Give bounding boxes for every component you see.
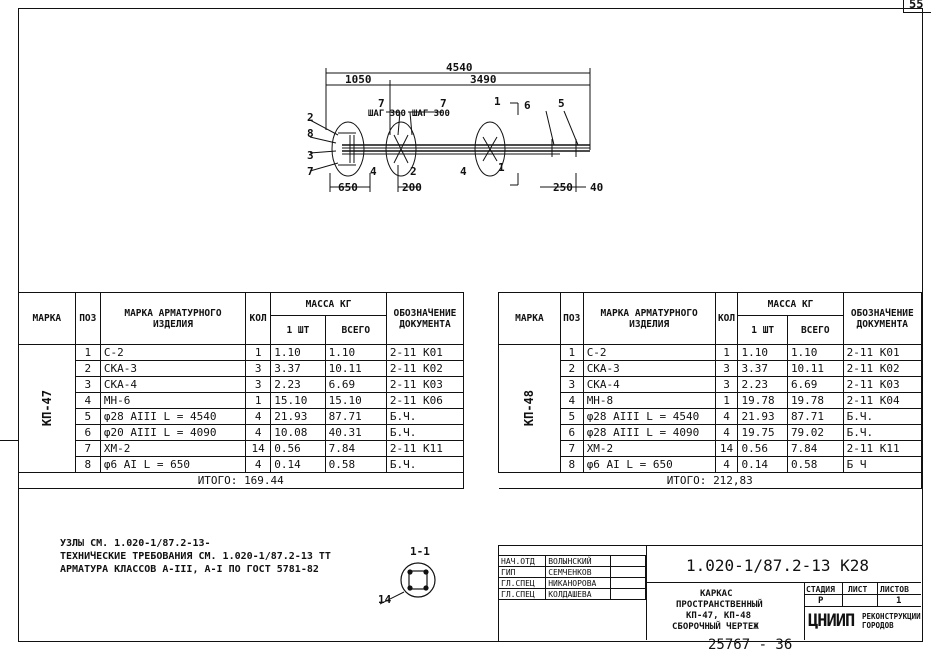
cell-name: φ6 АI L = 650 bbox=[100, 457, 245, 473]
bottom-stamp: 25767 - 36 bbox=[708, 637, 793, 653]
signature-name: НИКАНОРОВА bbox=[546, 578, 611, 589]
cell-sht: 10.08 bbox=[271, 425, 325, 441]
hdr-marka-izd: МАРКА АРМАТУРНОГО ИЗДЕЛИЯ bbox=[100, 293, 245, 345]
dim-step1-label: ШАГ 300 bbox=[368, 109, 406, 119]
hdr-oboz: ОБОЗНАЧЕНИЕ ДОКУМЕНТА bbox=[843, 293, 921, 345]
cell-name: С-2 bbox=[583, 345, 715, 361]
page-number: 55 bbox=[909, 0, 924, 11]
dim-200: 200 bbox=[402, 181, 422, 194]
note-3: АРМАТУРА КЛАССОВ А-III, А-I ПО ГОСТ 5781-82 bbox=[60, 564, 319, 575]
cell-vsego: 6.69 bbox=[325, 377, 386, 393]
hdr-kol: КОЛ bbox=[715, 293, 738, 345]
cell-vsego: 87.71 bbox=[325, 409, 386, 425]
cell-sht: 21.93 bbox=[271, 409, 325, 425]
table-row bbox=[19, 425, 464, 441]
cell-poz: 1 bbox=[560, 345, 583, 361]
hdr-marka: МАРКА bbox=[19, 293, 76, 345]
table-row bbox=[19, 441, 464, 457]
cell-name: СКА-3 bbox=[100, 361, 245, 377]
cell-poz: 7 bbox=[75, 441, 100, 457]
signature-sign bbox=[611, 578, 646, 589]
section-callout: 14 bbox=[378, 593, 392, 606]
cell-name: φ28 АIII L = 4540 bbox=[583, 409, 715, 425]
cell-name: φ20 АIII L = 4090 bbox=[100, 425, 245, 441]
hdr-massa: МАССА КГ bbox=[271, 293, 387, 316]
hdr-vsego: ВСЕГО bbox=[325, 316, 386, 345]
table-row bbox=[19, 361, 464, 377]
hdr-vsego: ВСЕГО bbox=[787, 316, 843, 345]
cell-poz: 6 bbox=[75, 425, 100, 441]
dim-250: 250 bbox=[553, 181, 573, 194]
cell-name: ХМ-2 bbox=[100, 441, 245, 457]
cell-doc: 2-11 К11 bbox=[386, 441, 463, 457]
cell-poz: 6 bbox=[560, 425, 583, 441]
signature-name: КОЛДАШЕВА bbox=[546, 589, 611, 600]
signature-row bbox=[499, 589, 646, 600]
cell-kol: 4 bbox=[715, 425, 738, 441]
cell-sht: 0.14 bbox=[271, 457, 325, 473]
cell-doc: 2-11 К02 bbox=[843, 361, 921, 377]
section-mark-bottom: 1 bbox=[498, 161, 505, 174]
hdr-sht: 1 ШТ bbox=[738, 316, 787, 345]
cell-sht: 0.56 bbox=[271, 441, 325, 457]
callout-2b: 2 bbox=[410, 165, 417, 178]
dim-step2-label: ШАГ 300 bbox=[412, 109, 450, 119]
hdr-massa: МАССА КГ bbox=[738, 293, 843, 316]
cell-kol: 3 bbox=[246, 361, 271, 377]
cell-vsego: 1.10 bbox=[787, 345, 843, 361]
cell-sht: 1.10 bbox=[271, 345, 325, 361]
cell-poz: 5 bbox=[560, 409, 583, 425]
cell-vsego: 1.10 bbox=[325, 345, 386, 361]
cell-sht: 0.56 bbox=[738, 441, 787, 457]
hdr-marka-izd: МАРКА АРМАТУРНОГО ИЗДЕЛИЯ bbox=[583, 293, 715, 345]
callout-5: 5 bbox=[558, 97, 565, 110]
cell-sht: 0.14 bbox=[738, 457, 787, 473]
sheets-value: 1 bbox=[896, 596, 902, 606]
cell-vsego: 7.84 bbox=[325, 441, 386, 457]
total-value: 169.44 bbox=[244, 474, 284, 487]
callout-3: 3 bbox=[307, 149, 314, 162]
signatures-table bbox=[498, 555, 646, 600]
total-label: ИТОГО: bbox=[666, 474, 707, 487]
cell-poz: 2 bbox=[560, 361, 583, 377]
cell-poz: 3 bbox=[560, 377, 583, 393]
title-line-4: СБОРОЧНЫЙ ЧЕРТЕЖ bbox=[672, 622, 759, 632]
total-label: ИТОГО: bbox=[197, 474, 238, 487]
product-mark bbox=[19, 345, 76, 473]
cell-kol: 3 bbox=[715, 377, 738, 393]
cell-doc: Б.Ч. bbox=[843, 425, 921, 441]
table-row bbox=[499, 361, 922, 377]
table-row bbox=[499, 441, 922, 457]
cell-name: СКА-4 bbox=[100, 377, 245, 393]
signature-name: СЕМЧЕНКОВ bbox=[546, 567, 611, 578]
section-mark-top: 1 bbox=[494, 95, 501, 108]
cell-vsego: 15.10 bbox=[325, 393, 386, 409]
cell-doc: Б Ч bbox=[843, 457, 921, 473]
cell-name: МН-8 bbox=[583, 393, 715, 409]
cell-vsego: 10.11 bbox=[325, 361, 386, 377]
cell-name: φ28 АIII L = 4090 bbox=[583, 425, 715, 441]
cell-sht: 3.37 bbox=[271, 361, 325, 377]
callout-4b: 4 bbox=[460, 165, 467, 178]
table-row bbox=[19, 377, 464, 393]
assembly-drawing bbox=[290, 55, 630, 200]
spec-table-kp48 bbox=[498, 292, 922, 489]
cell-kol: 1 bbox=[715, 393, 738, 409]
cell-doc: 2-11 К06 bbox=[386, 393, 463, 409]
cell-poz: 2 bbox=[75, 361, 100, 377]
cell-kol: 4 bbox=[246, 409, 271, 425]
table-row bbox=[19, 345, 464, 361]
table-row bbox=[499, 409, 922, 425]
cell-vsego: 79.02 bbox=[787, 425, 843, 441]
cell-sht: 1.10 bbox=[738, 345, 787, 361]
cell-name: СКА-4 bbox=[583, 377, 715, 393]
hdr-marka: МАРКА bbox=[499, 293, 561, 345]
cell-kol: 14 bbox=[246, 441, 271, 457]
total-row bbox=[499, 473, 922, 489]
note-2: ТЕХНИЧЕСКИЕ ТРЕБОВАНИЯ СМ. 1.020-1/87.2-13 ТТ bbox=[60, 551, 331, 562]
callout-8: 8 bbox=[307, 127, 314, 140]
cell-kol: 4 bbox=[246, 457, 271, 473]
dim-total: 4540 bbox=[446, 61, 473, 74]
cell-poz: 8 bbox=[75, 457, 100, 473]
product-mark-text: КП-47 bbox=[39, 390, 54, 427]
org-text: РЕКОНСТРУКЦИИ ГОРОДОВ bbox=[862, 612, 921, 630]
cell-poz: 1 bbox=[75, 345, 100, 361]
hdr-sht: 1 ШТ bbox=[271, 316, 325, 345]
cell-kol: 3 bbox=[715, 361, 738, 377]
cell-doc: 2-11 К04 bbox=[843, 393, 921, 409]
cell-kol: 4 bbox=[715, 409, 738, 425]
cell-name: СКА-3 bbox=[583, 361, 715, 377]
note-1: УЗЛЫ СМ. 1.020-1/87.2-13- bbox=[60, 538, 211, 549]
cell-doc: Б.Ч. bbox=[386, 457, 463, 473]
spec-table-kp47 bbox=[18, 292, 464, 489]
cell-doc: Б.Ч. bbox=[386, 425, 463, 441]
cell-sht: 2.23 bbox=[738, 377, 787, 393]
signature-sign bbox=[611, 589, 646, 600]
hdr-poz: ПОЗ bbox=[560, 293, 583, 345]
table-row bbox=[19, 393, 464, 409]
dim-left: 1050 bbox=[345, 73, 372, 86]
stage-value: Р bbox=[818, 596, 824, 606]
cell-doc: 2-11 К02 bbox=[386, 361, 463, 377]
cell-vsego: 40.31 bbox=[325, 425, 386, 441]
org-logo: ЦНИИП bbox=[808, 611, 855, 631]
cell-poz: 3 bbox=[75, 377, 100, 393]
cell-sht: 19.78 bbox=[738, 393, 787, 409]
cell-vsego: 87.71 bbox=[787, 409, 843, 425]
table-row bbox=[499, 345, 922, 361]
total-value: 212,83 bbox=[713, 474, 753, 487]
hdr-kol: КОЛ bbox=[246, 293, 271, 345]
cell-vsego: 0.58 bbox=[325, 457, 386, 473]
cell-sht: 19.75 bbox=[738, 425, 787, 441]
hdr-poz: ПОЗ bbox=[75, 293, 100, 345]
cell-doc: 2-11 К01 bbox=[843, 345, 921, 361]
cell-sht: 21.93 bbox=[738, 409, 787, 425]
cell-vsego: 10.11 bbox=[787, 361, 843, 377]
dim-40: 40 bbox=[590, 181, 604, 194]
cell-doc: Б.Ч. bbox=[386, 409, 463, 425]
signature-role: ГИП bbox=[499, 567, 546, 578]
cell-kol: 14 bbox=[715, 441, 738, 457]
cell-doc: Б.Ч. bbox=[843, 409, 921, 425]
table-row bbox=[499, 377, 922, 393]
table-row bbox=[499, 457, 922, 473]
cell-doc: 2-11 К01 bbox=[386, 345, 463, 361]
cell-sht: 15.10 bbox=[271, 393, 325, 409]
dim-right: 3490 bbox=[470, 73, 497, 86]
dim-650: 650 bbox=[338, 181, 358, 194]
cell-poz: 7 bbox=[560, 441, 583, 457]
table-row bbox=[499, 425, 922, 441]
signature-row bbox=[499, 567, 646, 578]
cell-vsego: 0.58 bbox=[787, 457, 843, 473]
sheet-label: ЛИСТ bbox=[848, 585, 868, 594]
signature-sign bbox=[611, 567, 646, 578]
callout-7: 7 bbox=[307, 165, 314, 178]
cell-poz: 5 bbox=[75, 409, 100, 425]
signature-role: ГЛ.СПЕЦ bbox=[499, 578, 546, 589]
cell-name: С-2 bbox=[100, 345, 245, 361]
dim-step2: 7 bbox=[440, 97, 447, 110]
signature-row bbox=[499, 578, 646, 589]
title-line-3: КП-47, КП-48 bbox=[686, 611, 752, 621]
signature-role: ГЛ.СПЕЦ bbox=[499, 589, 546, 600]
cell-poz: 8 bbox=[560, 457, 583, 473]
cell-poz: 4 bbox=[560, 393, 583, 409]
callout-4a: 4 bbox=[370, 165, 377, 178]
cell-kol: 4 bbox=[246, 425, 271, 441]
cell-vsego: 7.84 bbox=[787, 441, 843, 457]
total-row bbox=[19, 473, 464, 489]
cell-vsego: 19.78 bbox=[787, 393, 843, 409]
cell-doc: 2-11 К11 bbox=[843, 441, 921, 457]
signature-role: НАЧ.ОТД bbox=[499, 556, 546, 567]
cell-doc: 2-11 К03 bbox=[386, 377, 463, 393]
product-mark-text: КП-48 bbox=[522, 390, 537, 427]
cell-kol: 1 bbox=[246, 393, 271, 409]
cell-doc: 2-11 К03 bbox=[843, 377, 921, 393]
title-line-2: ПРОСТРАНСТВЕННЫЙ bbox=[676, 600, 763, 610]
signature-sign bbox=[611, 556, 646, 567]
stage-label: СТАДИЯ bbox=[806, 585, 835, 594]
table-row bbox=[19, 457, 464, 473]
sheets-label: ЛИСТОВ bbox=[880, 585, 909, 594]
cell-kol: 1 bbox=[715, 345, 738, 361]
cell-kol: 1 bbox=[246, 345, 271, 361]
dim-step1: 7 bbox=[378, 97, 385, 110]
cell-vsego: 6.69 bbox=[787, 377, 843, 393]
callout-6: 6 bbox=[524, 99, 531, 112]
cell-name: ХМ-2 bbox=[583, 441, 715, 457]
cell-poz: 4 bbox=[75, 393, 100, 409]
cell-kol: 4 bbox=[715, 457, 738, 473]
cell-name: φ6 АI L = 650 bbox=[583, 457, 715, 473]
table-row bbox=[499, 393, 922, 409]
cell-name: МН-6 bbox=[100, 393, 245, 409]
cell-sht: 3.37 bbox=[738, 361, 787, 377]
cell-kol: 3 bbox=[246, 377, 271, 393]
callout-2a: 2 bbox=[307, 111, 314, 124]
product-mark bbox=[499, 345, 561, 473]
table-row bbox=[19, 409, 464, 425]
cell-sht: 2.23 bbox=[271, 377, 325, 393]
doc-code: 1.020-1/87.2-13 К28 bbox=[686, 556, 870, 575]
title-line-1: КАРКАС bbox=[700, 589, 733, 599]
signature-name: ВОЛЫНСКИЙ bbox=[546, 556, 611, 567]
hdr-oboz: ОБОЗНАЧЕНИЕ ДОКУМЕНТА bbox=[386, 293, 463, 345]
cell-name: φ28 АIII L = 4540 bbox=[100, 409, 245, 425]
left-margin-strip bbox=[0, 440, 19, 641]
section-label: 1-1 bbox=[410, 545, 430, 558]
signature-row bbox=[499, 556, 646, 567]
